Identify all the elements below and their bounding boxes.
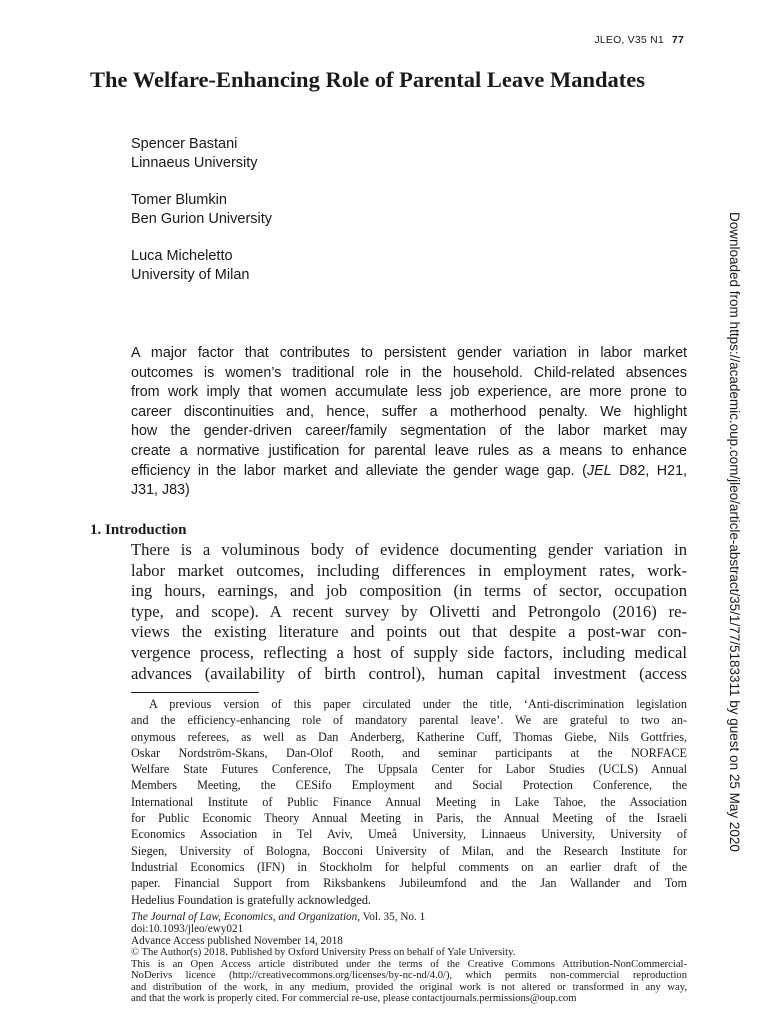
footnote-line: onymous referees, as well as Dan Anderberg, Katherine Cuff, Thomas Giebe, Nils Gottfries, — [131, 729, 687, 744]
running-head — [594, 34, 684, 46]
license-line: and distribution of the work, in any medium, provided the original work is not altered or transformed in any way, — [131, 981, 687, 993]
body-line: There is a voluminous body of evidence documenting gender variation in — [131, 540, 687, 559]
abstract — [131, 344, 687, 501]
footnote-line: A previous version of this paper circulated under the title, ‘Anti-discrimination legislation — [149, 697, 687, 711]
body-line: ing hours, earnings, and job composition (in terms of sector, occupation — [131, 581, 687, 601]
abstract-text: efficiency in the labor market and alleviate the gender wage gap. ( — [131, 462, 587, 479]
abstract-line: create a normative justification for parental leave rules as a means to enhance — [131, 442, 687, 459]
license-line: NoDerivs licence (http://creativecommons.org/licenses/by-nc-nd/4.0/), which permits non-commercial reproduction — [131, 970, 687, 981]
article-title: The Welfare-Enhancing Role of Parental Leave Mandates — [90, 67, 645, 92]
journal-name: The Journal of Law, Economics, and Organization — [131, 911, 358, 923]
page-number: 77 — [671, 34, 684, 46]
author-name: Spencer Bastani — [131, 136, 238, 152]
footnote-line: International Institute of Public Finance Annual Meeting in Lake Tahoe, the Association — [131, 794, 687, 809]
footnote-line: and the efficiency-enhancing role of mandatory parental leave’. We are grateful to two an- — [131, 713, 687, 728]
footnote-line: Hedelius Foundation is gratefully acknowledged. — [131, 892, 371, 907]
footnote-line: paper. Financial Support from Riksbankens Jubileumfond and the Jan Wallander and Tom — [131, 876, 687, 891]
section-heading: 1. Introduction — [90, 522, 187, 538]
footnote-line: Welfare State Futures Conference, The Uppsala Center for Labor Studies (UCLS) Annual — [131, 762, 687, 777]
doi: doi:10.1093/jleo/ewy021 — [131, 923, 244, 935]
body-line: views the existing literature and points out that despite a post-war con- — [131, 622, 687, 642]
abstract-line: outcomes is women’s traditional role in the household. Child-related absences — [131, 364, 687, 381]
jel-codes: D82, H21, — [611, 462, 688, 479]
author-list — [131, 135, 272, 303]
abstract-line-jel — [131, 462, 687, 482]
footnote-line: Economics Association in Tel Aviv, Umeå University, Linnaeus University, University of — [131, 827, 687, 842]
body-line: advances (availability of birth control), human capital investment (access — [131, 663, 687, 683]
license-line: This is an Open Access article distributed under the terms of the Creative Commons Attribution-NonCommercial- — [131, 958, 687, 970]
body-line: labor market outcomes, including differences in employment rates, work- — [131, 560, 687, 580]
download-watermark: Downloaded from https://academic.oup.com/jleo/article-abstract/35/1/77/5183311 by guest on 25 May 2020 — [727, 212, 742, 852]
body-line: type, and scope). A recent survey by Olivetti and Petrongolo (2016) re- — [131, 601, 687, 621]
author-name: Luca Micheletto — [131, 248, 233, 264]
footnote-line: Oskar Nordström-Skans, Dan-Olof Rooth, and seminar participants at the NORFACE — [131, 745, 687, 760]
abstract-line: how the gender-driven career/family segmentation of the labor market may — [131, 423, 687, 440]
author-affiliation: Ben Gurion University — [131, 211, 273, 227]
footnote-line: Members Meeting, the CESifo Employment and Social Protection Conference, the — [131, 778, 687, 793]
abstract-line: J31, J83) — [131, 482, 190, 499]
publication-info — [131, 911, 687, 1005]
journal-volume: , Vol. 35, No. 1 — [357, 911, 426, 923]
introduction-paragraph — [131, 540, 687, 684]
footnote-line: Siegen, University of Bologna, Bocconi University of Milan, and the Research Institute for — [131, 843, 687, 858]
abstract-line: A major factor that contributes to persistent gender variation in labor market — [131, 345, 687, 361]
footnote-line: Industrial Economics (IFN) in Stockholm for helpful comments on an earlier draft of the — [131, 859, 687, 874]
author-affiliation: Linnaeus University — [131, 155, 258, 171]
advance-access: Advance Access published November 14, 2018 — [131, 935, 343, 947]
author-affiliation: University of Milan — [131, 267, 250, 283]
author-block — [131, 191, 272, 229]
footnote-line: for Public Economic Theory Annual Meeting in Paris, the Annual Meeting of the Israeli — [131, 811, 687, 826]
footnote — [131, 696, 687, 908]
running-head-journal: JLEO, V35 N1 — [594, 34, 664, 46]
copyright: © The Author(s) 2018. Published by Oxford University Press on behalf of Yale University. — [131, 947, 516, 958]
author-block — [131, 247, 272, 285]
abstract-line: from work imply that women accumulate less job experience, are more prone to — [131, 384, 687, 401]
jel-label: JEL — [586, 462, 612, 479]
abstract-line: career discontinuities and, hence, suffer a motherhood penalty. We highlight — [131, 403, 687, 420]
license-line: and that the work is properly cited. For commercial re-use, please contactjournals.permissions@oup.com — [131, 993, 577, 1004]
footnote-divider — [131, 692, 259, 693]
author-block — [131, 135, 272, 173]
journal-citation — [131, 911, 687, 923]
body-line: vergence process, reflecting a host of supply side factors, including medical — [131, 642, 687, 662]
author-name: Tomer Blumkin — [131, 192, 227, 208]
